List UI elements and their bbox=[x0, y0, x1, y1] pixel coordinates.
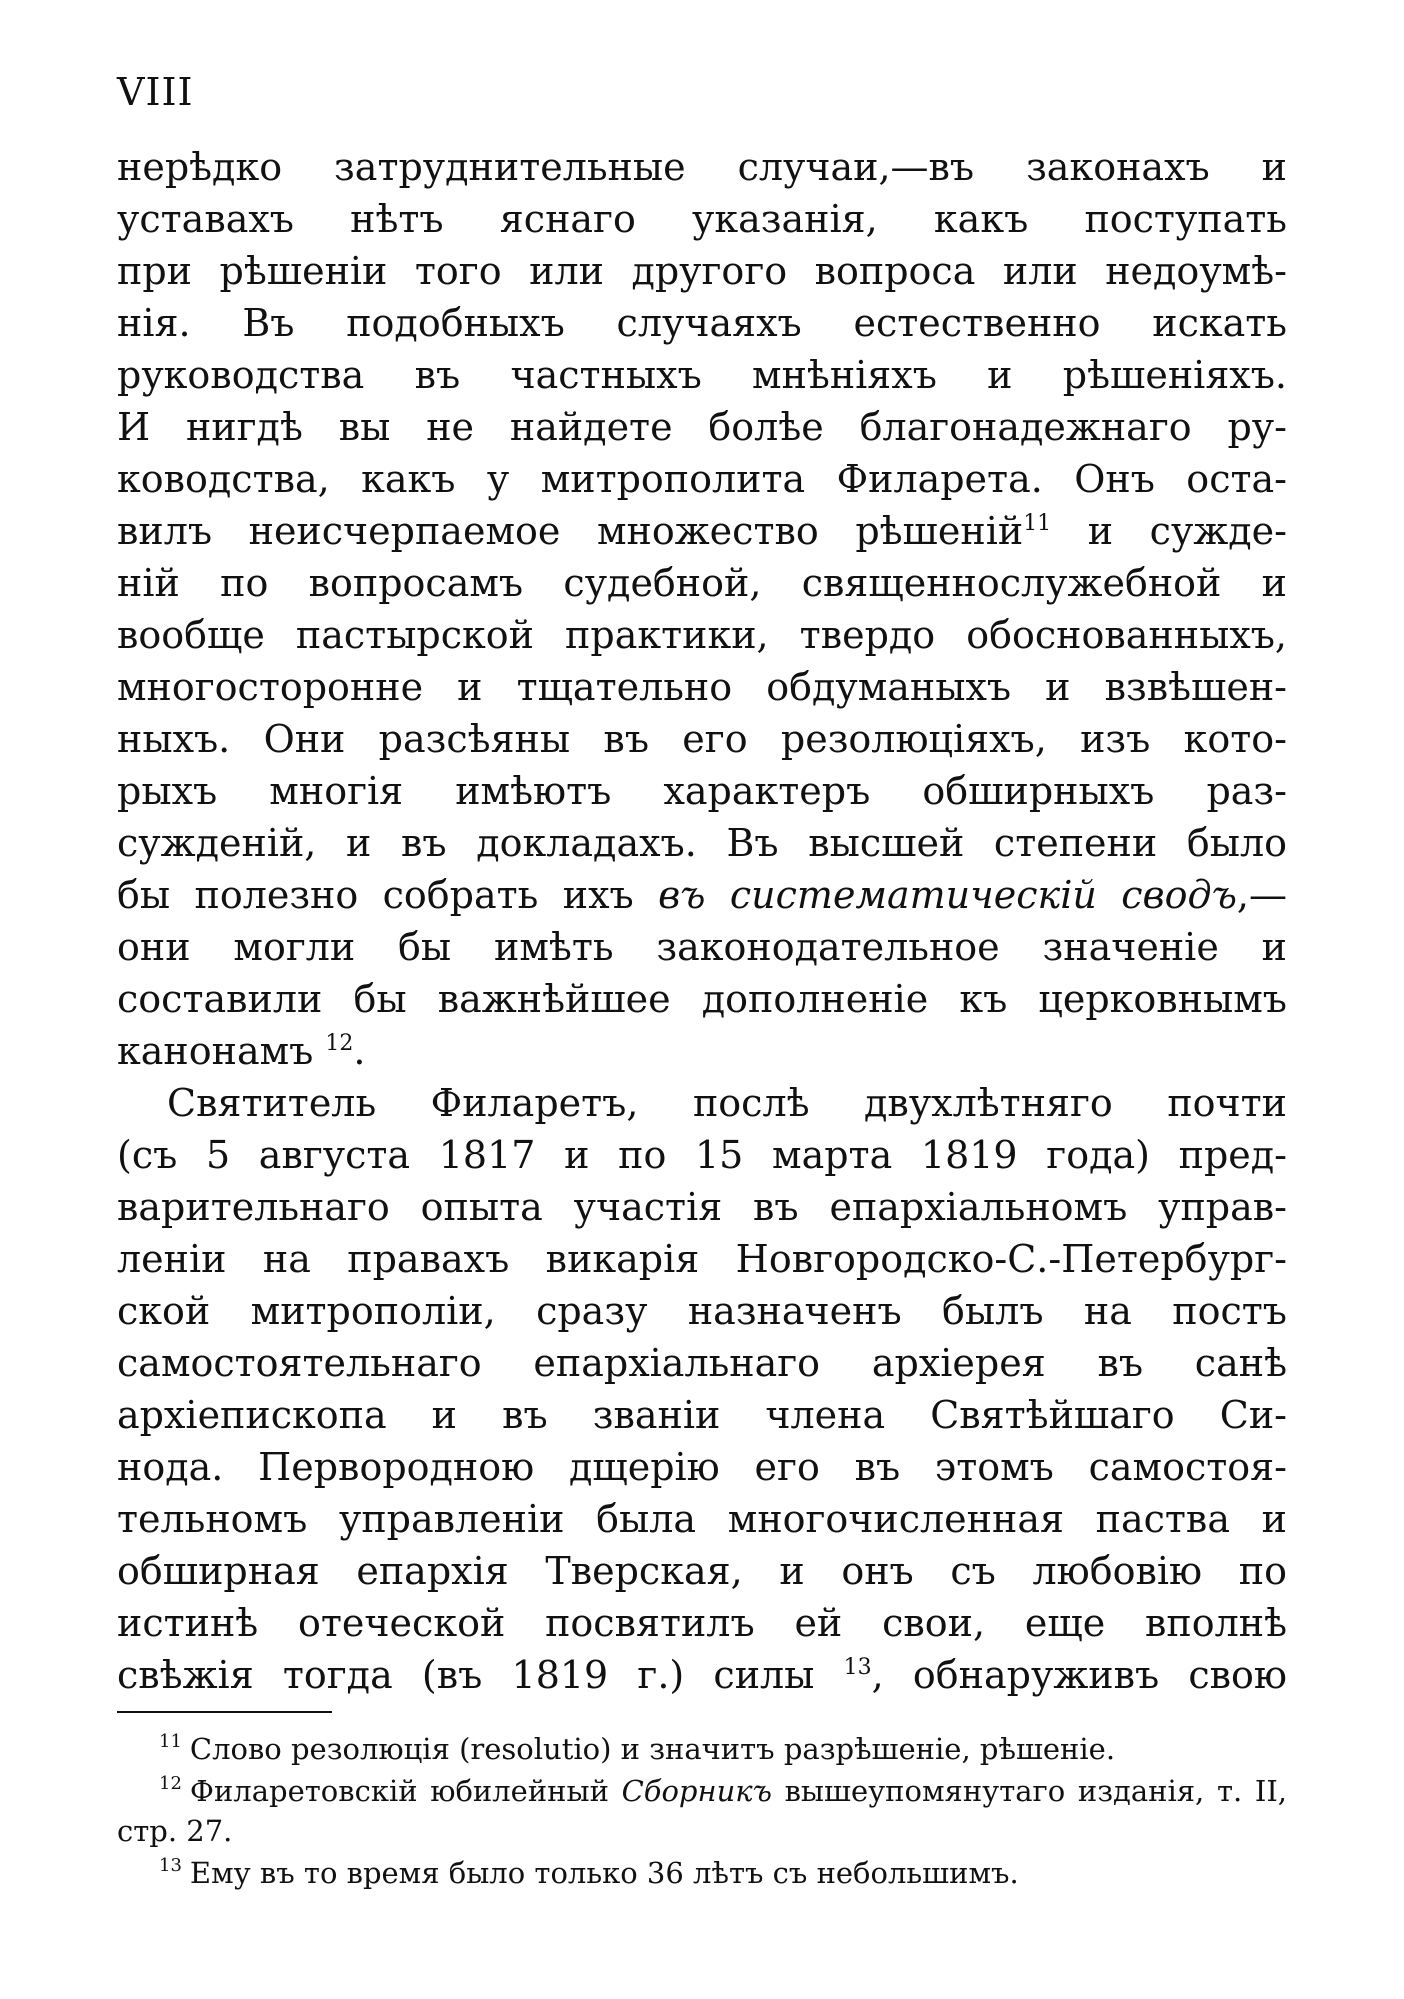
text-line: Святитель Филаретъ, послѣ двухлѣтняго почти bbox=[167, 1081, 1287, 1125]
text-line: истинѣ отеческой посвятилъ ей свои, еще вполнѣ bbox=[117, 1601, 1287, 1645]
text-segment: свѣжія тогда (въ 1819 г.) силы bbox=[117, 1653, 844, 1697]
text-line: варительнаго опыта участія въ епархіальномъ управ- bbox=[117, 1185, 1287, 1229]
text-line: тельномъ управленіи была многочисленная паства и bbox=[117, 1497, 1287, 1541]
text-line: многосторонне и тщательно обдуманыхъ и взвѣшен- bbox=[117, 665, 1287, 709]
footnote-text: Слово резолюція (resolutio) и значитъ разрѣшеніе, рѣшеніе. bbox=[189, 1732, 1116, 1766]
text-line: составили бы важнѣйшее дополненіе къ церковнымъ bbox=[117, 977, 1287, 1021]
footnote-ref-13[interactable]: 13 bbox=[843, 1655, 872, 1680]
text-segment: бы полезно собрать ихъ bbox=[117, 873, 659, 917]
footnote-line: стр. 27. bbox=[117, 1814, 233, 1848]
text-line bbox=[117, 1649, 1287, 1701]
text-segment: . bbox=[353, 1029, 366, 1073]
text-segment: ,— bbox=[1236, 873, 1287, 917]
text-line: И нигдѣ вы не найдете болѣе благонадежнаго ру- bbox=[117, 405, 1287, 449]
text-line: сужденій, и въ докладахъ. Въ высшей степени было bbox=[117, 821, 1287, 865]
footnote-divider bbox=[117, 1711, 332, 1713]
footnote-ref-12[interactable]: 12 bbox=[325, 1031, 354, 1056]
text-line: (съ 5 августа 1817 и по 15 марта 1819 года) пред- bbox=[117, 1133, 1287, 1177]
footnote-line bbox=[117, 1729, 1287, 1769]
text-segment: вилъ неисчерпаемое множество рѣшеній bbox=[117, 509, 1024, 553]
italic-phrase: въ систематическій сводъ bbox=[658, 873, 1237, 917]
paragraph-1 bbox=[117, 141, 1287, 1077]
text-line: леніи на правахъ викарія Новгородско-С.-Петербург- bbox=[117, 1237, 1287, 1281]
footnote-text: Филаретовскій юбилейный bbox=[189, 1774, 622, 1808]
text-line: вообще пастырской практики, твердо обоснованныхъ, bbox=[117, 613, 1287, 657]
text-line: руководства въ частныхъ мнѣніяхъ и рѣшеніяхъ. bbox=[117, 353, 1287, 397]
book-page bbox=[117, 70, 1287, 1950]
text-line: при рѣшеніи того или другого вопроса или недоумѣ- bbox=[117, 249, 1287, 293]
text-line: они могли бы имѣть законодательное значеніе и bbox=[117, 925, 1287, 969]
footnote-text: вышеупомянутаго изданія, т. II, bbox=[771, 1774, 1287, 1808]
text-line: архіепископа и въ званіи члена Святѣйшаго Си- bbox=[117, 1393, 1287, 1437]
text-line: нода. Первородною дщерію его въ этомъ самостоя- bbox=[117, 1445, 1287, 1489]
footnote-ref-11[interactable]: 11 bbox=[1023, 511, 1052, 536]
text-segment: , обнаруживъ свою bbox=[871, 1653, 1288, 1697]
text-line bbox=[117, 505, 1287, 557]
text-line: уставахъ нѣтъ яснаго указанія, какъ поступать bbox=[117, 197, 1287, 241]
page-number: VIII bbox=[117, 70, 194, 114]
text-line bbox=[117, 1025, 1287, 1077]
footnote-marker: 11 bbox=[159, 1731, 182, 1752]
footnote-12 bbox=[117, 1771, 1287, 1851]
text-line: обширная епархія Тверская, и онъ съ любовію по bbox=[117, 1549, 1287, 1593]
paragraph-2 bbox=[117, 1077, 1287, 1701]
footnotes bbox=[117, 1729, 1287, 1893]
footnote-marker: 13 bbox=[159, 1855, 182, 1876]
footnote-13 bbox=[117, 1853, 1287, 1893]
footnote-line bbox=[117, 1853, 1287, 1893]
text-line bbox=[117, 869, 1287, 921]
text-line: самостоятельнаго епархіальнаго архіерея въ санѣ bbox=[117, 1341, 1287, 1385]
text-line: нерѣдко затруднительные случаи,—въ законахъ и bbox=[117, 145, 1287, 189]
text-segment: канонамъ bbox=[117, 1029, 326, 1073]
footnote-line bbox=[117, 1771, 1287, 1811]
text-line: ководства, какъ у митрополита Филарета. Онъ оста- bbox=[117, 457, 1287, 501]
text-line: ній по вопросамъ судебной, священнослужебной и bbox=[117, 561, 1287, 605]
footnote-11 bbox=[117, 1729, 1287, 1769]
footnote-italic: Сборникъ bbox=[621, 1774, 772, 1808]
text-segment: и сужде- bbox=[1051, 509, 1287, 553]
footnote-marker: 12 bbox=[159, 1773, 182, 1794]
footnote-text: Ему въ то время было только 36 лѣтъ съ небольшимъ. bbox=[189, 1856, 1019, 1890]
text-line: рыхъ многія имѣютъ характеръ обширныхъ раз- bbox=[117, 769, 1287, 813]
text-line: ской митрополіи, сразу назначенъ былъ на постъ bbox=[117, 1289, 1287, 1333]
text-line: ныхъ. Они разсѣяны въ его резолюціяхъ, изъ кото- bbox=[117, 717, 1287, 761]
text-line: нія. Въ подобныхъ случаяхъ естественно искать bbox=[117, 301, 1287, 345]
